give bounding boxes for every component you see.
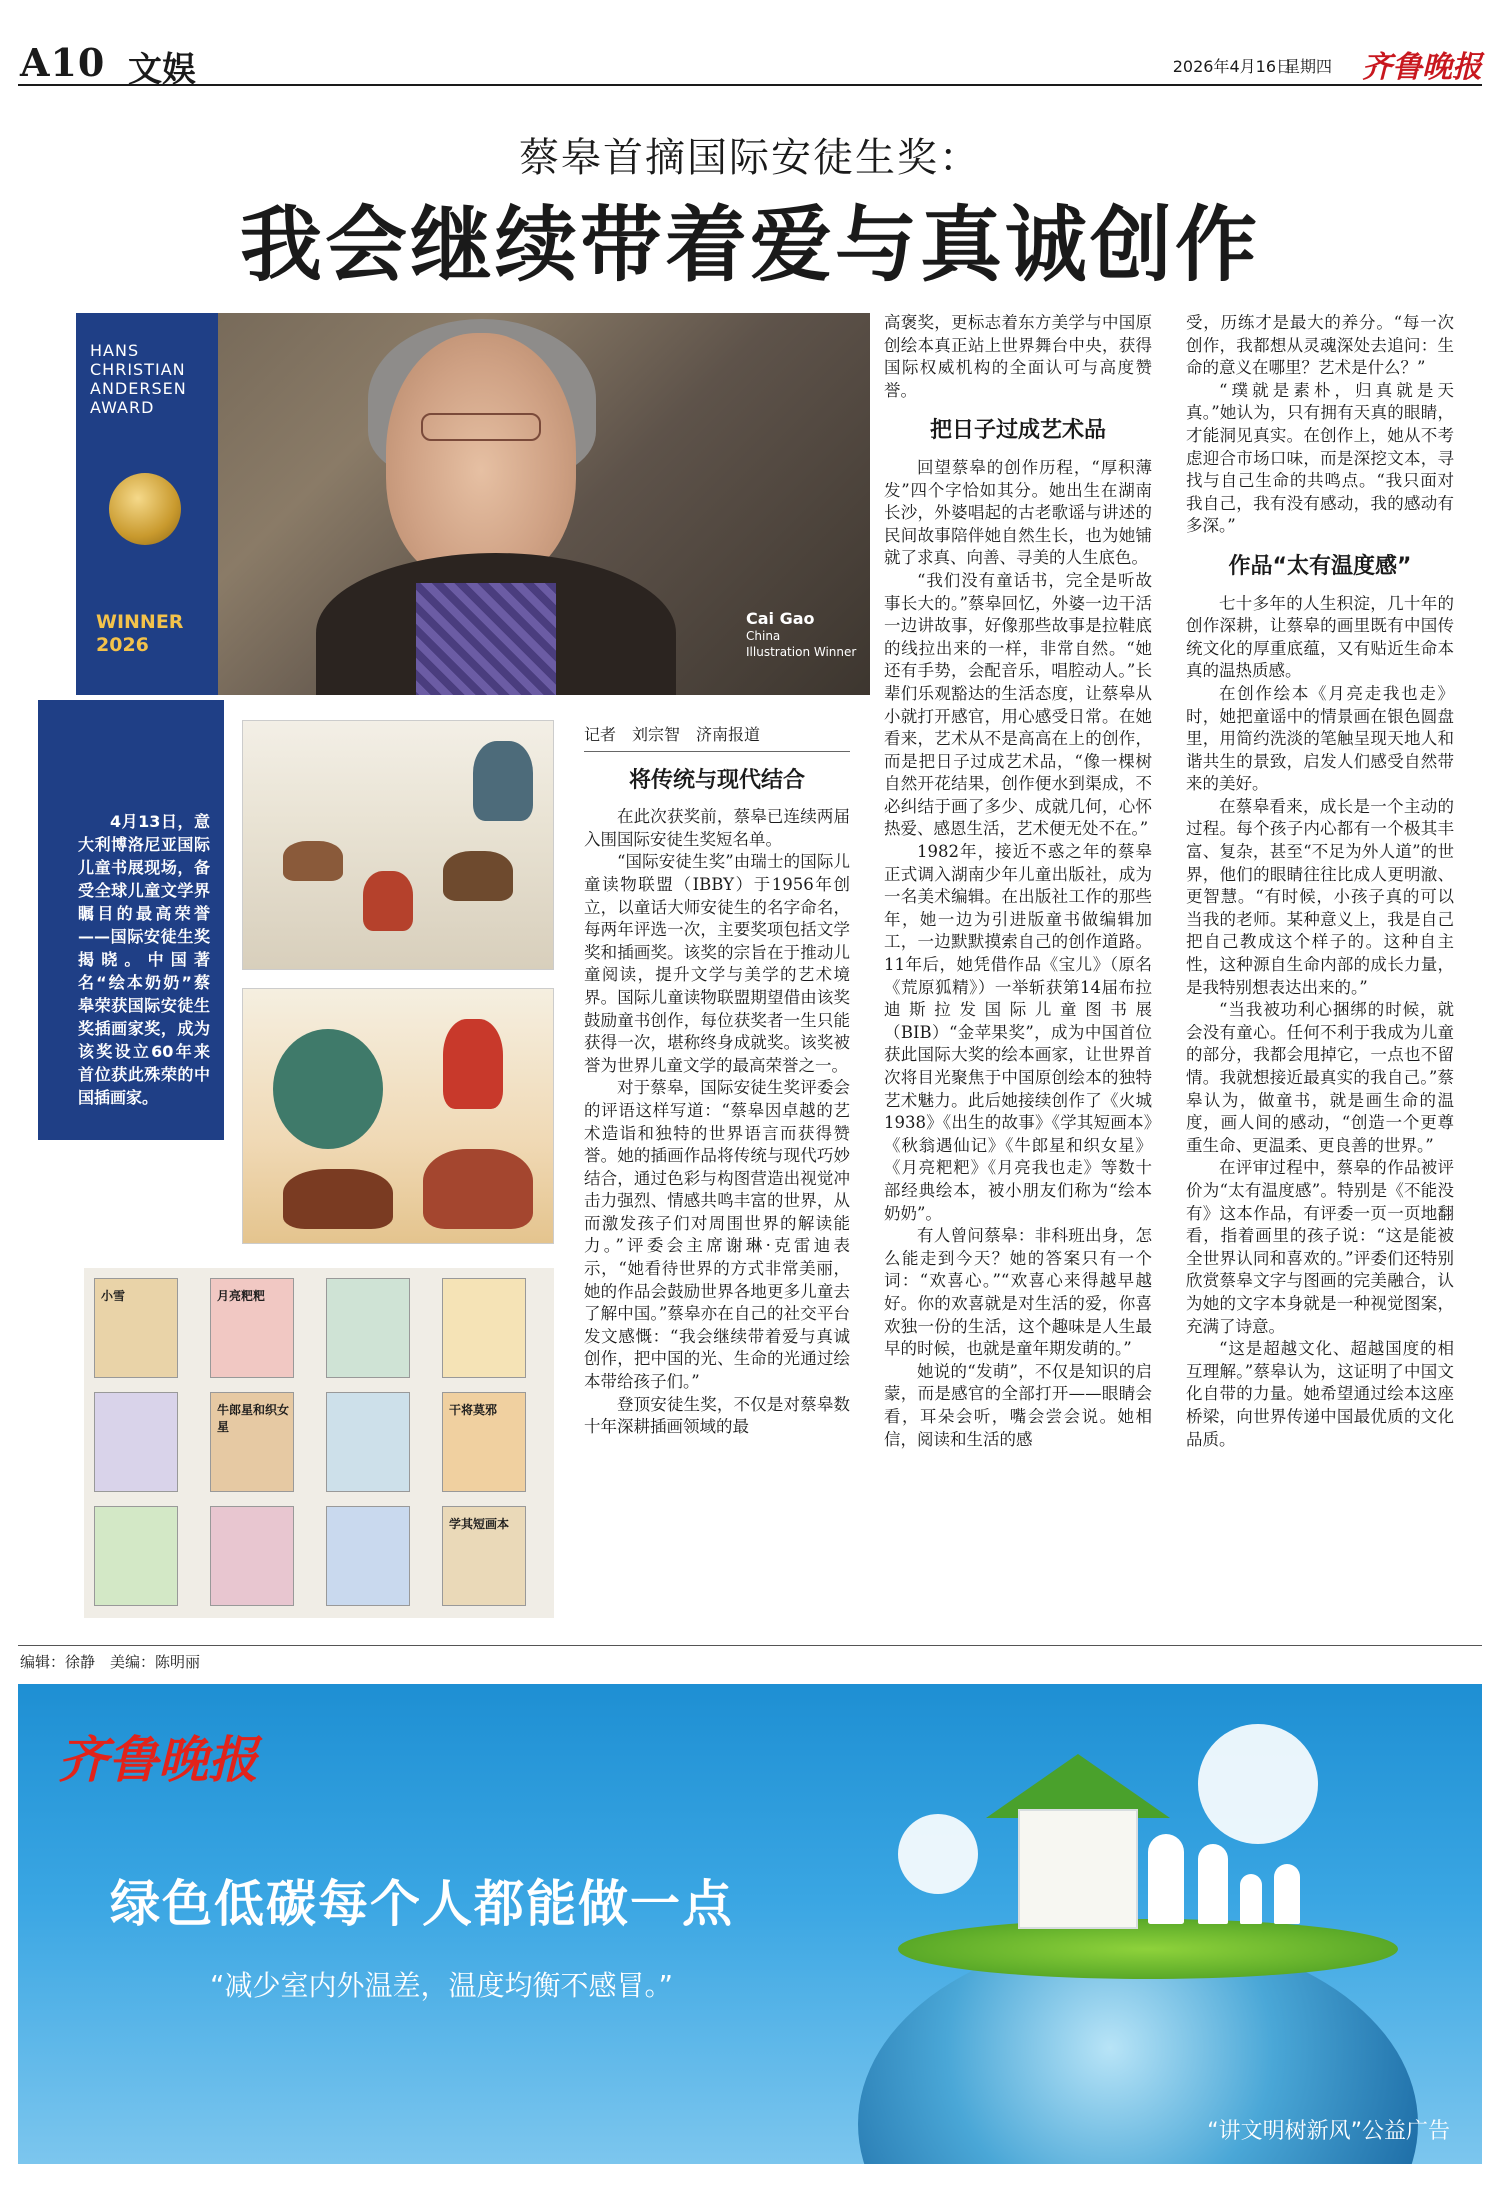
illustration-pagoda bbox=[283, 1169, 393, 1229]
book-cover-title: 月亮粑粑 bbox=[217, 1289, 266, 1303]
book-cover bbox=[210, 1506, 294, 1606]
ad-slogan: 绿色低碳每个人都能做一点 bbox=[110, 1875, 734, 1933]
house-icon bbox=[1018, 1809, 1138, 1929]
winner-year: 2026 bbox=[96, 634, 149, 656]
book-cover bbox=[326, 1278, 410, 1378]
article-column-3 bbox=[1186, 312, 1454, 1451]
book-cover bbox=[442, 1506, 526, 1606]
newspaper-logo: 齐鲁晚报 bbox=[1362, 50, 1482, 85]
article-column-2 bbox=[884, 312, 1152, 1451]
illustration-horse bbox=[283, 841, 343, 881]
book-cover bbox=[326, 1506, 410, 1606]
illustration-people bbox=[423, 1149, 533, 1229]
caption-name: Cai Gao bbox=[746, 609, 815, 628]
paragraph: 她说的“发萌”，不仅是知识的启蒙，而是感官的全部打开——眼睛会看，耳朵会听，嘴会尝会说。她相信，阅读和生活的感 bbox=[884, 1361, 1152, 1449]
winner-line1: WINNER bbox=[96, 611, 184, 633]
medal-icon bbox=[109, 473, 181, 545]
grass-graphic bbox=[898, 1919, 1398, 1979]
tree-icon bbox=[898, 1814, 978, 1894]
portrait-shirt bbox=[416, 583, 556, 695]
tree-icon bbox=[1198, 1724, 1318, 1844]
paragraph: 在创作绘本《月亮走我也走》时，她把童谣中的情景画在银色圆盘里，用简约洗淡的笔触呈现天地人和谐共生的景致，启发人们感受自然带来的美好。 bbox=[1186, 683, 1454, 794]
family-figure-icon bbox=[1274, 1864, 1300, 1924]
caption-role: Illustration Winner bbox=[746, 645, 857, 659]
paragraph: 对于蔡皋，国际安徒生奖评委会的评语这样写道：“蔡皋因卓越的艺术造诣和独特的世界语言而获得赞誉。她的插画作品将传统与现代巧妙结合，通过色彩与构图营造出视觉冲击力强烈、情感共鸣丰富的世界，从而激发孩子们对周围世界的解读能力。”评委会主席谢琳·克雷迪表示，“她看待世界的方式非常美丽，她的作品会鼓励世界各地更多儿童去了解中国。”蔡皋亦在自己的社交平台发文感慨：“我会继续带着爱与真诚创作，把中国的光、生命的光通过绘本带给孩子们。” bbox=[584, 1078, 850, 1392]
paragraph: “我们没有童话书，完全是听故事长大的。”蔡皋回忆，外婆一边干活一边讲故事，好像那些故事是拉鞋底的线拉出来的一样，非常自然。“她还有手势，会配音乐，唱腔动人。”长辈们乐观豁达的生活态度，让蔡皋从小就打开感官，用心感受日常。在她看来，艺术从不是高高在上的创作，而是把日子过成艺术品，“像一棵树自然开花结果，创作便水到渠成，不必纠结于画了多少、成就几何，心怀热爱、感恩生活，艺术便无处不在。” bbox=[884, 570, 1152, 839]
book-cover-title: 牛郎星和织女星 bbox=[217, 1403, 290, 1434]
book-cover bbox=[94, 1278, 178, 1378]
ad-footer: “讲文明树新风”公益广告 bbox=[1207, 2119, 1450, 2144]
book-cover-title: 学其短画本 bbox=[449, 1517, 510, 1531]
paragraph: “璞就是素朴，归真就是天真。”她认为，只有拥有天真的眼睛，才能洞见真实。在创作上，她从不考虑迎合市场口味，而是深挖文本，寻找与自己生命的共鸣点。“我只面对我自己，我有没有感动，我的感动有多深。” bbox=[1186, 380, 1454, 536]
paragraph-continued: 受，历练才是最大的养分。“每一次创作，我都想从灵魂深处去追问：生命的意义在哪里？艺术是什么？” bbox=[1186, 313, 1454, 378]
award-name: HANS CHRISTIAN ANDERSEN AWARD bbox=[90, 341, 187, 417]
paragraph: “当我被功利心捆绑的时候，就会没有童心。任何不利于我成为儿童的部分，我都会甩掉它，一点也不留情。我就想接近最真实的我自己。”蔡皋认为，做童书，就是画生命的温度，画人间的感动，“创造一个更尊重生命、更温柔、更良善的世界。” bbox=[1186, 1000, 1454, 1155]
book-cover-title: 小雪 bbox=[101, 1289, 126, 1303]
book-cover bbox=[210, 1392, 294, 1492]
public-service-ad bbox=[18, 1684, 1482, 2164]
book-covers-collage bbox=[84, 1268, 554, 1618]
paragraph: 在评审过程中，蔡皋的作品被评价为“太有温度感”。特别是《不能没有》这本作品，有评委一页一页地翻看，指着画里的孩子说：“这是能被全世界认同和喜欢的。”评委们还特别欣赏蔡皋文字与图画的完美融合，认为她的文字本身就是一种视觉图案，充满了诗意。 bbox=[1186, 1158, 1454, 1336]
page-number: A10 bbox=[20, 40, 106, 85]
paragraph: 有人曾问蔡皋：非科班出身，怎么能走到今天？她的答案只有一个词：“欢喜心。”“欢喜心来得越早越好。你的欢喜就是对生活的爱，你喜欢独一份的生活，这个趣味是人生最早的时候，也就是童年期发萌的。” bbox=[884, 1226, 1152, 1359]
subheading-warmth: 作品“太有温度感” bbox=[1228, 553, 1412, 579]
illustration-warrior bbox=[363, 871, 413, 931]
portrait-glasses bbox=[421, 413, 541, 441]
footer-divider bbox=[18, 1645, 1482, 1646]
paragraph: 回望蔡皋的创作历程，“厚积薄发”四个字恰如其分。她出生在湖南长沙，外婆唱起的古老歌谣与讲述的民间故事陪伴她自然生长，也为她铺就了求真、向善、寻美的人生底色。 bbox=[884, 457, 1152, 568]
paragraph: 七十多年的人生积淀，几十年的创作深耕，让蔡皋的画里既有中国传统文化的厚重底蕴，又有贴近生命本真的温热质感。 bbox=[1186, 593, 1454, 681]
subheading-tradition: 将传统与现代结合 bbox=[628, 767, 805, 793]
book-cover bbox=[326, 1392, 410, 1492]
paragraph-continued: 高褒奖，更标志着东方美学与中国原创绘本真正站上世界舞台中央，获得国际权威机构的全面认可与高度赞誉。 bbox=[884, 313, 1152, 400]
book-cover bbox=[442, 1392, 526, 1492]
paragraph: 1982年，接近不惑之年的蔡皋正式调入湖南少年儿童出版社，成为一名美术编辑。在出版社工作的那些年，她一边为引进版童书做编辑加工，一边默默摸索自己的创作道路。11年后，她凭借作品《宝儿》（原名《荒原狐精》）一举斩获第14届布拉迪斯拉发国际儿童图书展（BIB）“金苹果奖”，成为中国首位获此国际大奖的绘本画家，让世界首次将目光聚焦于中国原创绘本的独特艺术魅力。此后她接续创作了《火城1938》《出生的故事》《学其短画本》《秋翁遇仙记》《牛郎星和织女星》《月亮粑粑》《月亮我也走》等数十部经典绘本，被小朋友们称为“绘本奶奶”。 bbox=[884, 842, 1152, 1223]
editor-credits: 编辑：徐静 美编：陈明丽 bbox=[20, 1653, 201, 1671]
family-figure-icon bbox=[1198, 1844, 1228, 1924]
portrait-photo bbox=[76, 313, 870, 695]
caption-country: China bbox=[746, 629, 781, 643]
ad-brand-logo: 齐鲁晚报 bbox=[58, 1730, 258, 1789]
illustration-birds-scene bbox=[242, 988, 554, 1244]
illustration-peacock bbox=[273, 1029, 383, 1149]
book-cover bbox=[442, 1278, 526, 1378]
paragraph: 在此次获奖前，蔡皋已连续两届入围国际安徒生奖短名单。 bbox=[584, 807, 850, 849]
summary-accent-bar bbox=[38, 700, 56, 1140]
book-cover bbox=[94, 1392, 178, 1492]
book-cover bbox=[94, 1506, 178, 1606]
issue-weekday: 星期四 bbox=[1283, 57, 1332, 76]
family-figure-icon bbox=[1240, 1874, 1262, 1924]
page-header bbox=[18, 40, 1482, 90]
byline: 记者 刘宗智 济南报道 bbox=[584, 724, 850, 752]
subheading-art-life: 把日子过成艺术品 bbox=[929, 418, 1106, 444]
article-headline: 我会继续带着爱与真诚创作 bbox=[239, 197, 1260, 293]
issue-date: 2026年4月16日 bbox=[1172, 57, 1292, 76]
paragraph: “国际安徒生奖”由瑞士的国际儿童读物联盟（IBBY）于1956年创立，以童话大师安徒生的名字命名，每两年评选一次，主要奖项包括文学奖和插画奖。该奖的宗旨在于推动儿童阅读，提升文学与美学的艺术境界。国际儿童读物联盟期望借由该奖鼓励童书创作，每位获奖者一生只能获得一次，堪称终身成就奖。该奖被誉为世界儿童文学的最高荣誉之一。 bbox=[584, 852, 850, 1075]
book-cover bbox=[210, 1278, 294, 1378]
article-column-1 bbox=[584, 724, 850, 1439]
paragraph: 在蔡皋看来，成长是一个主动的过程。每个孩子内心都有一个极其丰富、复杂，甚至“不足为外人道”的世界，他们的眼睛往往比成人更明澈、更智慧。“有时候，小孩子真的可以当我的老师。某种意义上，我是自己把自己教成这个样子的。这种自主性，这种源自生命内部的成长力量，是我特别想表达出来的。” bbox=[1186, 796, 1454, 997]
ad-quote: “减少室内外温差，温度均衡不感冒。” bbox=[210, 1969, 674, 2002]
article-summary: 4月13日，意大利博洛尼亚国际儿童书展现场，备受全球儿童文学界瞩目的最高荣誉——国际安徒生奖揭晓。中国著名“绘本奶奶”蔡皋荣获国际安徒生奖插画家奖，成为该奖设立60年来首位获此殊荣的中国插画家。 bbox=[78, 812, 210, 1107]
paragraph: 登顶安徒生奖，不仅是对蔡皋数十年深耕插画领域的最 bbox=[584, 1394, 850, 1437]
section-name: 文娱 bbox=[128, 50, 196, 90]
illustration-child bbox=[443, 1019, 503, 1109]
article-kicker: 蔡皋首摘国际安徒生奖： bbox=[519, 135, 981, 181]
paragraph: “这是超越文化、超越国度的相互理解。”蔡皋认为，这证明了中国文化自带的力量。她希望通过绘本这座桥梁，向世界传递中国最优质的文化品质。 bbox=[1186, 1339, 1454, 1449]
winner-label bbox=[96, 611, 183, 657]
book-cover-title: 干将莫邪 bbox=[449, 1403, 498, 1417]
illustration-battle-scene bbox=[242, 720, 554, 970]
family-figure-icon bbox=[1148, 1834, 1184, 1924]
award-panel bbox=[76, 313, 218, 695]
portrait-face bbox=[386, 333, 576, 583]
illustration-figure bbox=[473, 741, 533, 821]
photo-caption bbox=[746, 609, 856, 660]
illustration-horse bbox=[443, 851, 513, 901]
